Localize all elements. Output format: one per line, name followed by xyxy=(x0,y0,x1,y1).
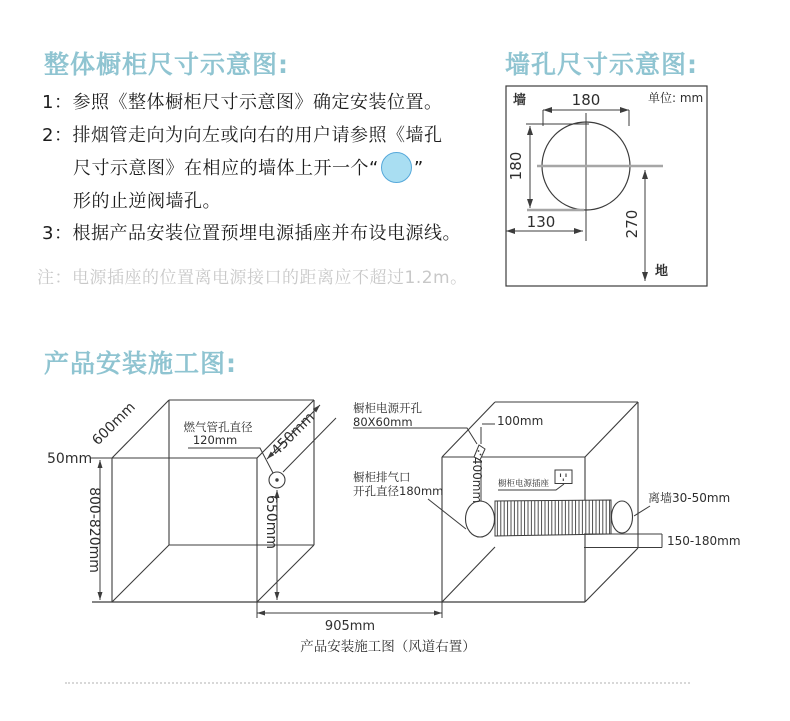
instruction-step-1: 1：参照《整体橱柜尺寸示意图》确定安装位置。 xyxy=(42,92,443,113)
niche-width-dimension xyxy=(257,602,442,618)
dim-depth: 600mm xyxy=(89,399,139,449)
wall-hole-section-title: 墙孔尺寸示意图: xyxy=(505,50,698,79)
wall-hole-diagram xyxy=(495,82,790,294)
wall-dimension-lines xyxy=(506,110,645,281)
vent-label-line1: 橱柜排气口 xyxy=(353,470,411,484)
dim-niche-width: 905mm xyxy=(324,619,376,634)
duct-height-lines xyxy=(584,534,662,548)
step-2-line2-closing-quote: ” xyxy=(413,158,424,179)
cabinet-section-title: 整体橱柜尺寸示意图: xyxy=(44,50,289,79)
dim-gas-depth: 450mm xyxy=(268,409,318,459)
vent-leader-line xyxy=(428,499,466,529)
gas-hole-leader-line xyxy=(188,448,273,473)
power-socket-icon xyxy=(555,470,572,484)
dim-gas-height: 650mm xyxy=(263,495,279,549)
clearance-leader-line xyxy=(634,506,650,516)
dim-hole-side-distance: 130 xyxy=(526,213,556,231)
dim-height: 800-820mm xyxy=(86,487,102,573)
dim-top-offset: 100mm xyxy=(497,414,544,428)
unit-label: 单位: mm xyxy=(648,91,704,105)
vent-label-line2: 开孔直径180mm xyxy=(353,484,444,498)
socket-label: 橱柜电源插座 xyxy=(498,479,550,489)
gas-hole-label-line2: 120mm xyxy=(192,433,238,447)
duct-left-end xyxy=(466,501,495,537)
dim-hole-height: 180 xyxy=(507,151,525,181)
dim-hole-floor-distance: 270 xyxy=(623,209,641,239)
instruction-step-3: 3：根据产品安装位置预埋电源插座并布设电源线。 xyxy=(42,223,461,244)
instruction-step-2-line1: 2：排烟管走向为向左或向右的用户请参照《墙孔 xyxy=(42,125,443,146)
installation-drawing xyxy=(30,392,775,662)
power-opening-label-line2: 80X60mm xyxy=(353,415,413,429)
wall-label: 墙 xyxy=(513,93,527,108)
dim-hole-width: 180 xyxy=(571,91,601,109)
instruction-step-2-line2 xyxy=(73,152,424,183)
power-socket-note: 注：电源插座的位置离电源接口的距离应不超过1.2m。 xyxy=(37,268,468,288)
wall-outline-box xyxy=(506,86,707,286)
gas-pipe-hole xyxy=(269,472,285,488)
dim-wall-clearance: 离墙30-50mm xyxy=(648,491,731,505)
dim-duct-height: 150-180mm xyxy=(667,534,741,548)
wall-hole-shape-icon xyxy=(381,152,412,183)
power-opening-leader-line xyxy=(353,428,477,444)
install-section-title: 产品安装施工图: xyxy=(44,349,237,378)
bottom-separator xyxy=(65,682,690,684)
ground-label: 地 xyxy=(655,264,669,279)
drawing-caption: 产品安装施工图（风道右置） xyxy=(300,639,476,655)
dim-drop: 400mm xyxy=(470,456,484,504)
duct-right-end xyxy=(612,501,633,533)
gas-hole-label-line1: 燃气管孔直径 xyxy=(183,420,253,434)
instruction-step-2-line3: 形的止逆阀墙孔。 xyxy=(73,191,221,212)
power-opening-label-line1: 橱柜电源开孔 xyxy=(353,401,422,415)
exhaust-duct xyxy=(466,500,633,537)
step-2-line2-text: 尺寸示意图》在相应的墙体上开一个“ xyxy=(73,158,379,179)
dim-wall-gap: 50mm xyxy=(47,451,93,467)
